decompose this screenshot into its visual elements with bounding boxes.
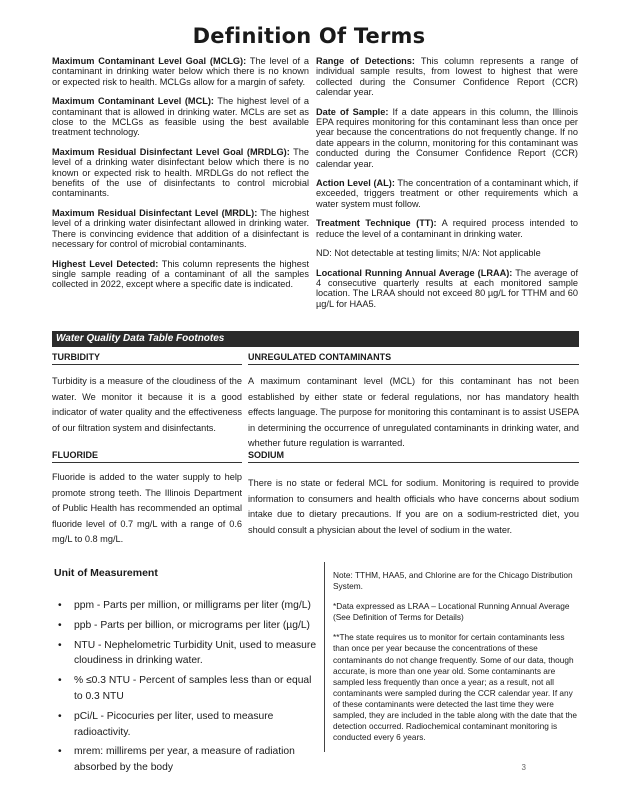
term-text: If a date appears in this column, the Illinois EPA requires monitoring for this contaminant less than once per year because the concentrations do not frequently change. If no date appears in the column, monitoring for this contaminant was conducted during the Consumer Confidence Report (CCR) calendar year.: [316, 106, 578, 169]
term-label: Highest Level Detected:: [52, 258, 159, 269]
sodium-heading: SODIUM: [248, 448, 579, 463]
term-text: The level of a contaminant in drinking water below which there is no known or expected risk to health. MCLGs allow for a margin of safety.: [52, 56, 309, 87]
unregulated-text: A maximum contaminant level (MCL) for this contaminant has not been established by either state or federal regulations, nor has mandatory health effects language. The purpose for monitoring this contaminant is to assist USEPA in determining the occurrence of unregulated contaminants in drinking water, and whether future regulation is warranted.: [248, 376, 579, 448]
list-item: • NTU - Nephelometric Turbidity Unit, used to measure cloudiness in drinking water.: [56, 638, 318, 670]
list-item: • % ≤0.3 NTU - Percent of samples less than or equal to 0.3 NTU: [56, 673, 318, 705]
unregulated-heading: UNREGULATED CONTAMINANTS: [248, 350, 579, 365]
definition-lraa: [316, 268, 578, 310]
term-text: This column represents the highest single sample reading of a contaminant of all the samples collected in 2022, except where a specific date is indicated.: [52, 258, 309, 290]
notes: [333, 570, 579, 752]
definition-nd-na: [316, 248, 578, 258]
term-label: Treatment Technique (TT):: [316, 218, 437, 229]
definition-mcl: [52, 96, 309, 138]
list-item: • ppb - Parts per billion, or micrograms per liter (µg/L): [56, 618, 318, 634]
fluoride-text: Fluoride is added to the water supply to help promote strong teeth. The Illinois Department of Public Health has recommended an optimal fluoride level of 0.7 mg/L with a range of 0.6 mg/L to 0.8 mg/L.: [52, 472, 242, 544]
unit-list: [56, 598, 318, 780]
term-label: Range of Detections:: [316, 56, 415, 66]
definition-range: [316, 56, 578, 98]
term-label: Maximum Contaminant Level Goal (MCLG):: [52, 56, 247, 66]
term-text: The average of 4 consecutive quarterly results at each monitored sample location. The LRAA should not exceed 80 µg/L for TTHM and 60 µg/L for HAA5.: [316, 267, 579, 309]
turbidity-heading: TURBIDITY: [52, 350, 242, 365]
term-label: Action Level (AL):: [316, 178, 395, 189]
term-text: The highest level of a contaminant that is allowed in drinking water. MCLs are set as close to the MCLGs as feasible using the best available treatment technology.: [52, 96, 309, 138]
note-lraa: *Data expressed as LRAA – Locational Running Annual Average (See Definition of Terms for Details): [333, 601, 570, 623]
note-monitoring: **The state requires us to monitor for certain contaminants less than once per year because the concentrations of these contaminants do not change frequently. Some of our data, though accurate, is more than one year old. Some contaminants are sampled less frequently than once a year; as a result, not all contaminants were sampled during the CCR calendar year. If any of these contaminants were detected the last time they were sampled, they are included in the table along with the date that the detection occurred. Radiochemical contaminant monitoring is conducted every 6 years.: [333, 632, 578, 743]
turbidity-text: Turbidity is a measure of the cloudiness of the water. We monitor it because it is a good indicator of water quality and the effectiveness of our filtration system and disinfectants.: [52, 376, 242, 433]
list-item: • mrem: millirems per year, a measure of radiation absorbed by the body: [56, 744, 318, 776]
page-title: Definition Of Terms: [192, 24, 426, 48]
term-label: Locational Running Annual Average (LRAA):: [316, 267, 513, 278]
definition-treatment-technique: [316, 218, 578, 239]
definitions-left-column: [52, 56, 309, 299]
term-label: Maximum Contaminant Level (MCL):: [52, 96, 214, 107]
definition-mclg: [52, 56, 309, 87]
term-label: Maximum Residual Disinfectant Level Goal (MRDLG):: [52, 146, 290, 157]
definitions-right-column: [316, 56, 578, 318]
term-text: This column represents a range of individual sample results, from lowest to highest that were collected during the Consumer Confidence Report (CCR) calendar year.: [316, 56, 579, 98]
note-distribution: Note: TTHM, HAA5, and Chlorine are for the Chicago Distribution System.: [333, 570, 573, 592]
definition-highest-level: [52, 259, 309, 290]
definition-action-level: [316, 178, 578, 209]
term-text: ND: Not detectable at testing limits; N/A: Not applicable: [316, 248, 541, 259]
term-text: The level of a drinking water disinfectant below which there is no known or expected risk to health. MRDLGs do not reflect the benefits of the use of disinfectants to control microbial contaminants.: [52, 146, 309, 199]
term-text: A required process intended to reduce the level of a contaminant in drinking water.: [316, 218, 578, 239]
term-label: Date of Sample:: [316, 106, 389, 117]
footnotes-banner: Water Quality Data Table Footnotes: [52, 331, 579, 347]
definition-date: [316, 107, 578, 169]
list-item: • pCi/L - Picocuries per liter, used to measure radioactivity.: [56, 709, 318, 741]
list-item: • ppm - Parts per million, or milligrams per liter (mg/L): [56, 598, 318, 614]
unit-of-measurement-title: Unit of Measurement: [54, 567, 158, 579]
definition-mrdl: [52, 208, 309, 250]
term-text: The highest level of a drinking water disinfectant allowed in drinking water. There is convincing evidence that addition of a disinfectant is necessary for control of microbial contaminants.: [52, 207, 310, 250]
term-label: Maximum Residual Disinfectant Level (MRDL):: [52, 207, 258, 218]
fluoride-heading: FLUORIDE: [52, 448, 242, 463]
sodium-text: There is no state or federal MCL for sodium. Monitoring is required to provide information to consumers and health officials who have concerns about sodium intake due to dietary precautions. If you are on a sodium-restricted diet, you should consult a physician about the level of sodium in the water.: [248, 478, 579, 535]
page-number: 3: [521, 763, 526, 772]
definition-mrdlg: [52, 147, 309, 199]
term-text: The concentration of a contaminant which, if exceeded, triggers treatment or other requirements which a water system must follow.: [316, 178, 579, 209]
